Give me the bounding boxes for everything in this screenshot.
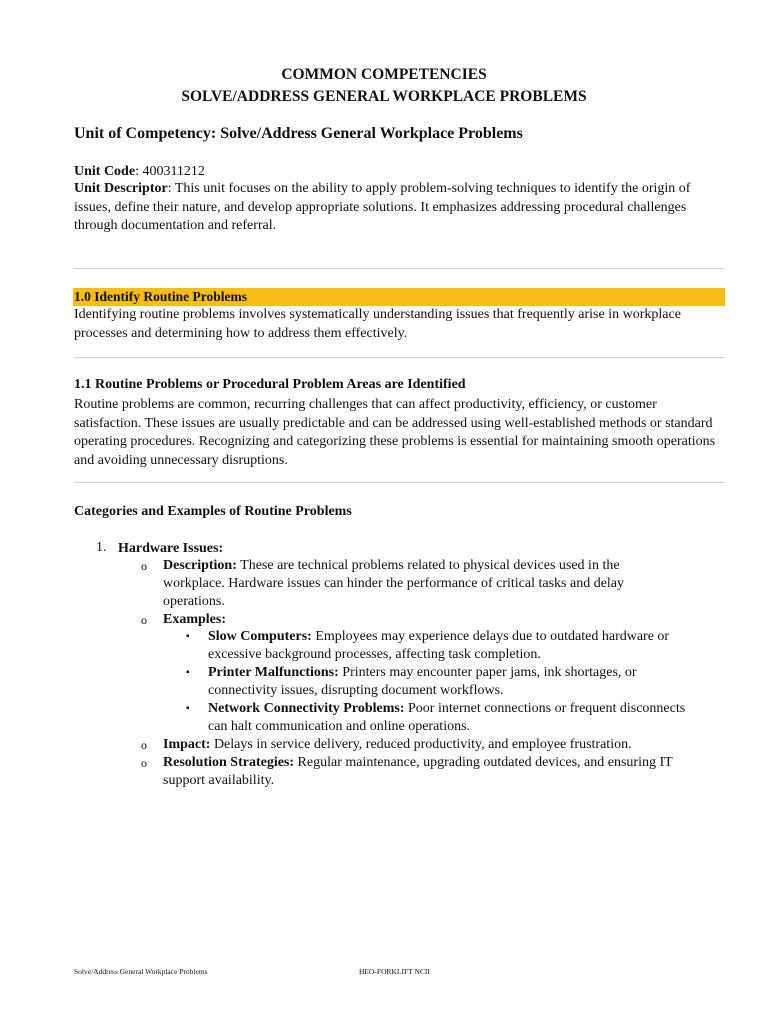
examples-label: Examples: [163, 612, 226, 627]
divider [74, 268, 724, 269]
categories-heading: Categories and Examples of Routine Problems [74, 504, 352, 519]
description-text: These are technical problems related to physical devices used in the [236, 558, 620, 573]
example-line: connectivity issues, disrupting document workflows. [208, 683, 504, 698]
example-line: excessive background processes, affecting task completion. [208, 647, 541, 662]
list-item-title [118, 540, 223, 558]
example-line [208, 700, 685, 718]
document-title-line1: COMMON COMPETENCIES [281, 66, 487, 83]
unit-code-label: Unit Code [74, 164, 136, 179]
example-label: Network Connectivity Problems: [208, 701, 405, 716]
footer-left: Solve/Address General Workplace Problems [74, 967, 208, 976]
resolution-line: support availability. [163, 773, 275, 788]
description-label: Description: [163, 558, 237, 573]
impact-line [163, 736, 632, 754]
example-label: Slow Computers: [208, 629, 312, 644]
example-line [208, 664, 637, 682]
circle-bullet: o [141, 613, 147, 627]
circle-bullet: o [141, 738, 147, 752]
resolution-label: Resolution Strategies: [163, 755, 295, 770]
unit-descriptor-text: : This unit focuses on the ability to apply problem-solving techniques to identify the origin of issues, define their nature, and develop appropriate solutions. It emphasizes addressing procedural challenges through documentation and referral. [74, 181, 691, 233]
square-bullet: ▪ [186, 631, 190, 642]
circle-bullet: o [141, 756, 147, 770]
section-1-heading: 1.0 Identify Routine Problems [74, 289, 248, 304]
section-1-1-heading: 1.1 Routine Problems or Procedural Problem Areas are Identified [74, 377, 466, 392]
example-text: Poor internet connections or frequent disconnects [404, 701, 686, 716]
square-bullet: ▪ [186, 667, 190, 678]
section-1-1-text: Routine problems are common, recurring challenges that can affect productivity, efficiency, or customer satisfaction. These issues are usually predictable and can be addressed using well-established methods or standard operating procedures. Recognizing and categorizing these problems is essential for maintaining smooth operations and avoiding unnecessary disruptions. [74, 397, 716, 468]
example-label: Printer Malfunctions: [208, 665, 339, 680]
unit-descriptor [74, 180, 724, 236]
square-bullet: ▪ [186, 703, 190, 714]
footer-center: HEO-FORKLIFT NCII [359, 967, 430, 976]
unit-of-competency-heading: Unit of Competency: Solve/Address General Workplace Problems [74, 125, 523, 142]
impact-label: Impact: [163, 737, 211, 752]
description-line: workplace. Hardware issues can hinder the performance of critical tasks and delay [163, 576, 625, 591]
unit-descriptor-label: Unit Descriptor [74, 181, 168, 196]
example-line [208, 628, 669, 646]
circle-bullet: o [141, 559, 147, 573]
resolution-text: Regular maintenance, upgrading outdated devices, and ensuring IT [294, 755, 673, 770]
description-line [163, 557, 620, 575]
unit-code-value: : 400311212 [135, 164, 205, 179]
resolution-line [163, 754, 673, 772]
examples-label-line [163, 611, 226, 629]
divider [74, 357, 724, 358]
example-text: Printers may encounter paper jams, ink shortages, or [338, 665, 637, 680]
document-title-line2: SOLVE/ADDRESS GENERAL WORKPLACE PROBLEMS [181, 88, 587, 105]
section-1-intro: Identifying routine problems involves systematically understanding issues that frequently arise in workplace processes and determining how to address them effectively. [74, 307, 681, 341]
divider [74, 482, 724, 483]
hardware-issues-title: Hardware Issues: [118, 541, 224, 556]
example-line: can halt communication and online operations. [208, 719, 471, 734]
unit-code-line [74, 163, 724, 182]
list-number: 1. [96, 540, 107, 555]
impact-text: Delays in service delivery, reduced productivity, and employee frustration. [210, 737, 632, 752]
example-text: Employees may experience delays due to outdated hardware or [311, 629, 670, 644]
description-line: operations. [163, 594, 225, 609]
